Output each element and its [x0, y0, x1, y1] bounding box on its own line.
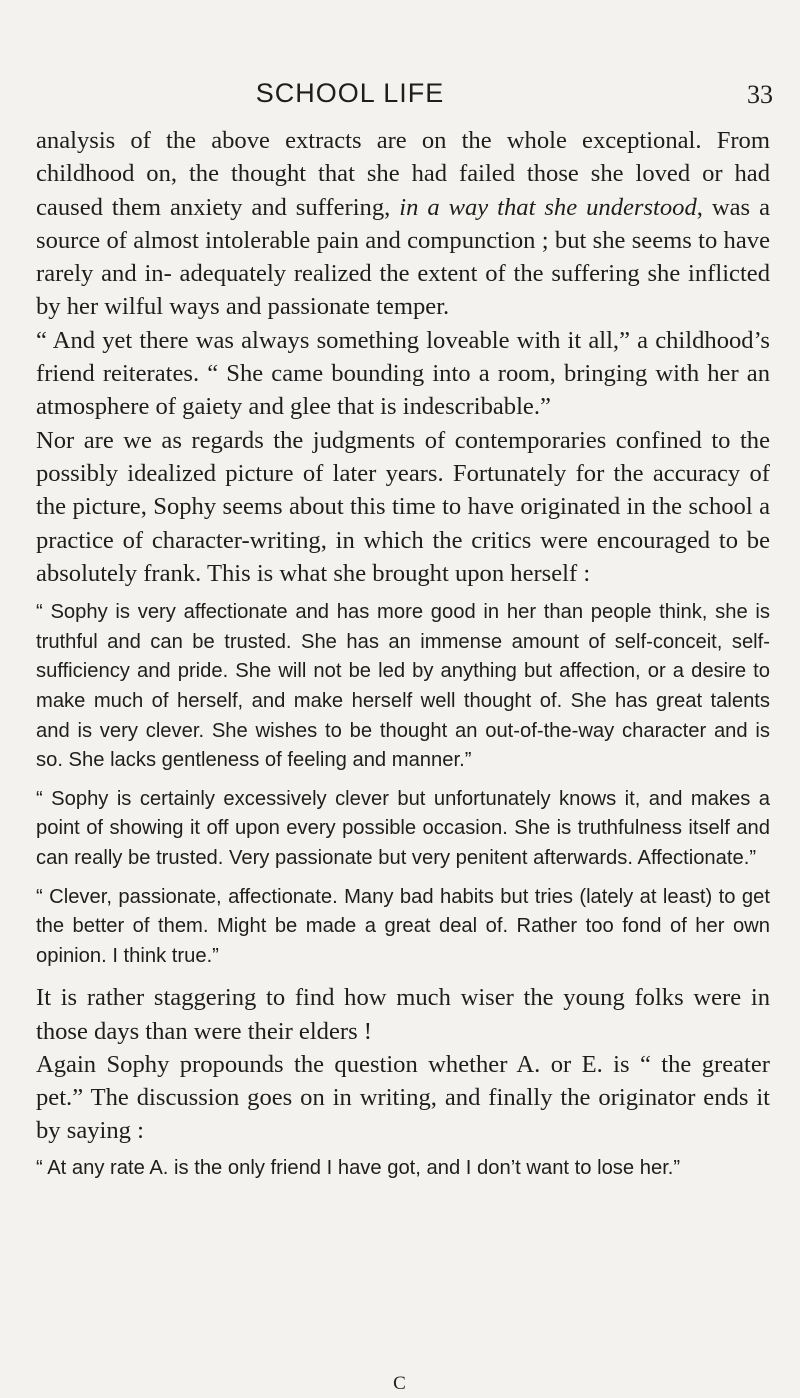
paragraph-greater-pet: Again Sophy propounds the question whether A. or E. is “ the greater pet.” The discussion goes on in writing, and finally the originator ends it by saying : [36, 1050, 770, 1145]
paragraph-analysis-part-2: , was a source of almost intolerable pain and compunction ; but she seems to have rarely and in- adequately realized the extent of the suffering she inflicted by her wilful ways and passionate temper. [36, 193, 770, 321]
paragraph-analysis-emphasis: in a way that she understood [399, 193, 697, 221]
page-header [0, 78, 800, 112]
character-quote-1: “ Sophy is very affectionate and has more good in her than people think, she is truthful and can be trusted. She has an immense amount of self-conceit, self-sufficiency and pride. She will not be led by anything but affection, or a desire to make much of herself, and make herself well thought of. She has great talents and is very clever. She wishes to be thought an out-of-the-way character and is so. She lacks gentleness of feeling and manner.” [36, 601, 770, 772]
paragraph-analysis-part-1: analysis of the above extracts are on the whole exceptional. From childhood on, the thought that she had failed those she loved or had caused them anxiety and suffering, [36, 127, 770, 221]
paragraph-staggering: It is rather staggering to find how much wiser the young folks were in those days than were their elders ! [36, 984, 770, 1045]
character-quote-2: “ Sophy is certainly excessively clever but unfortunately knows it, and makes a point of showing it off upon every possible occasion. She is truthfulness itself and can really be trusted. Very passionate but very penitent afterwards. Affectionate.” [36, 787, 770, 869]
paragraph-contemporaries: Nor are we as regards the judgments of contemporaries confined to the possibly idealized picture of later years. Fortunately for the accuracy of the picture, Sophy seems about this time to have originated in the school a practice of character-writing, in which the critics were encouraged to be absolutely frank. This is what she brought upon herself : [36, 426, 770, 587]
signature-mark: C [393, 1373, 407, 1394]
body-text [36, 124, 770, 1183]
character-quote-3: “ Clever, passionate, affectionate. Many bad habits but tries (lately at least) to get the better of them. Might be made a great deal of. Rather too fond of her own opinion. I think true.” [36, 885, 770, 967]
closing-quote: “ At any rate A. is the only friend I have got, and I don’t want to lose her.” [36, 1156, 681, 1179]
page-number: 33 [747, 80, 773, 109]
paragraph-friend-quote: “ And yet there was always something loveable with it all,” a childhood’s friend reiterates. “ She came bounding into a room, bringing with her an atmosphere of gaiety and glee that is indescribable.” [36, 326, 770, 421]
running-title: SCHOOL LIFE [255, 78, 445, 108]
paragraph-analysis [36, 124, 770, 324]
